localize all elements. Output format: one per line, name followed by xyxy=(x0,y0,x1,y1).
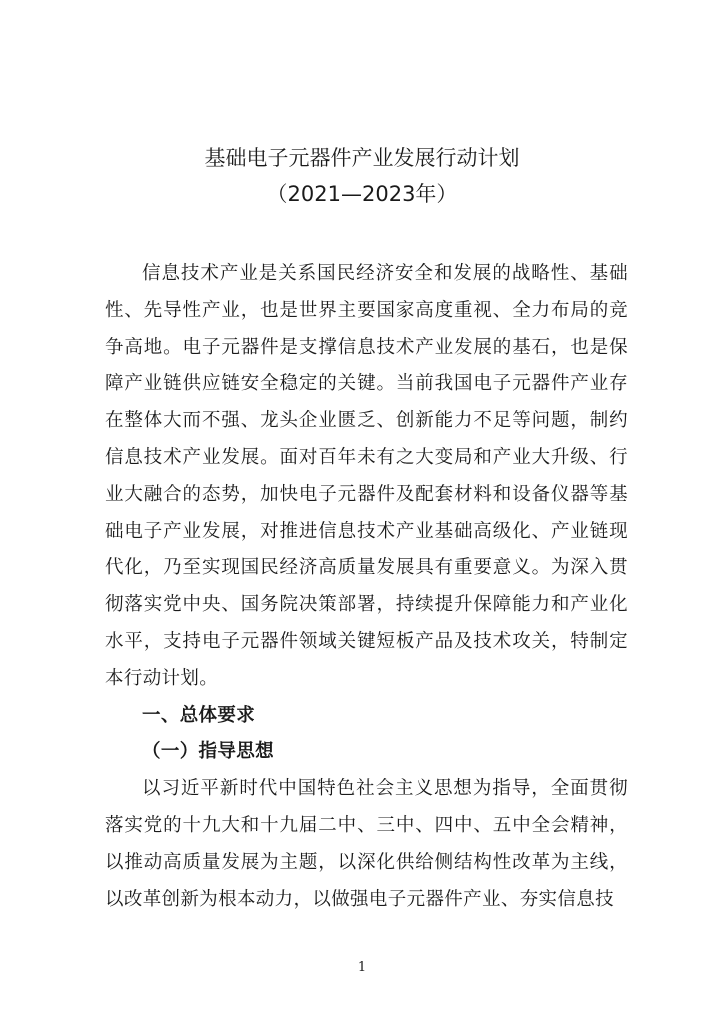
document-body xyxy=(105,256,628,918)
intro-paragraph: 信息技术产业是关系国民经济安全和发展的战略性、基础性、先导性产业，也是世界主要国家高度重视、全力布局的竞争高地。电子元器件是支撑信息技术产业发展的基石，也是保障产业链供应链安全稳定的关键。当前我国电子元器件产业存在整体大而不强、龙头企业匮乏、创新能力不足等问题，制约信息技术产业发展。面对百年未有之大变局和产业大升级、行业大融合的态势，加快电子元器件及配套材料和设备仪器等基础电子产业发展，对推进信息技术产业基础高级化、产业链现代化，乃至实现国民经济高质量发展具有重要意义。为深入贯彻落实党中央、国务院决策部署，持续提升保障能力和产业化水平，支持电子元器件领域关键短板产品及技术攻关，特制定本行动计划。 xyxy=(105,263,628,689)
page-number: 1 xyxy=(357,960,367,975)
document-subtitle: （2021—2023年） xyxy=(266,182,458,206)
subsection-heading: （一）指导思想 xyxy=(142,741,274,763)
document-title: 基础电子元器件产业发展行动计划 xyxy=(204,146,520,170)
section-heading: 一、总体要求 xyxy=(142,704,256,726)
guiding-ideology-paragraph: 以习近平新时代中国特色社会主义思想为指导，全面贯彻落实党的十九大和十九届二中、三中、四中、五中全会精神，以推动高质量发展为主题，以深化供给侧结构性改革为主线，以改革创新为根本动力，以做强电子元器件产业、夯实信息技 xyxy=(105,778,628,910)
